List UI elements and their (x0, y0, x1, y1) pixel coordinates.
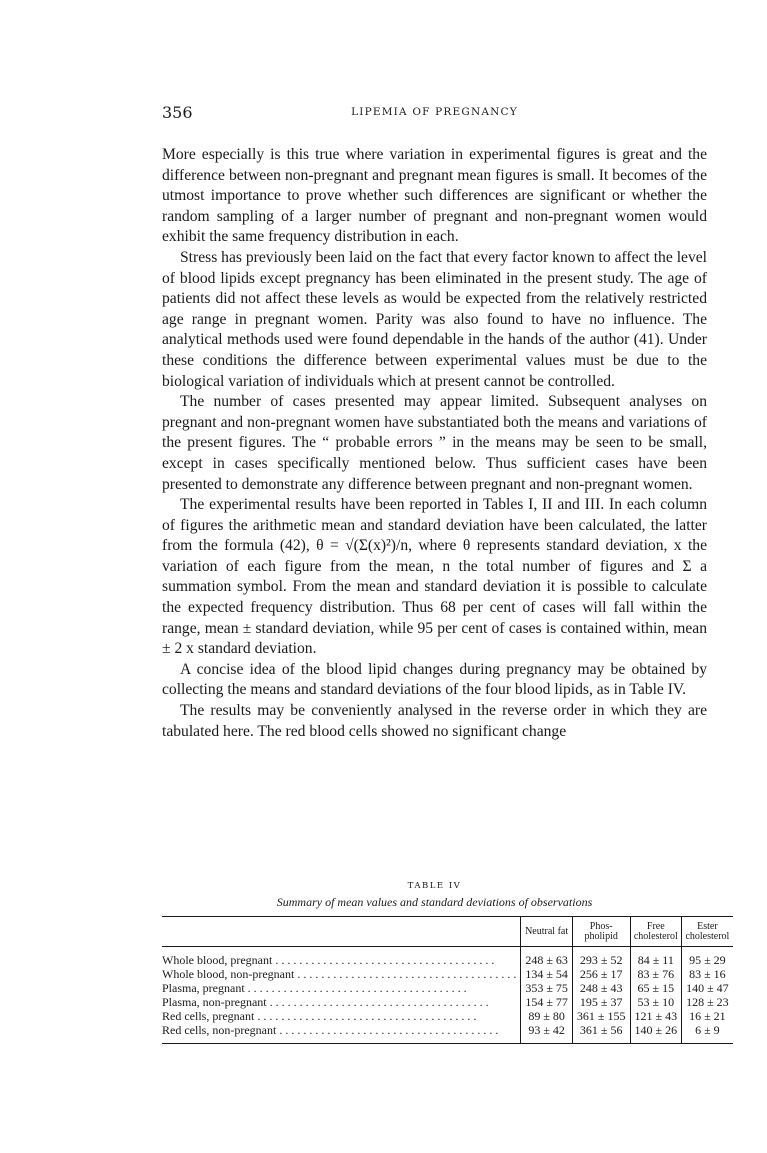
table-cell: 140 ± 47 (682, 981, 733, 995)
page-header (162, 103, 707, 123)
table-cell: 154 ± 77 (521, 995, 573, 1009)
row-label: Red cells, pregnant (162, 1009, 255, 1023)
column-header: Phos-pholipid (572, 917, 630, 947)
column-header: Neutral fat (521, 917, 573, 947)
paragraph: More especially is this true where variation in experimental figures is great and the difference between non-pregnant and pregnant mean figures is small. It becomes of the utmost importance to prove whether such differences are significant or whether the random sampling of a larger number of pregnant and non-pregnant women would exhibit the same frequency distribution in each. (162, 146, 707, 246)
table-cell: 95 ± 29 (682, 947, 733, 968)
paragraph: The number of cases presented may appear limited. Subsequent analyses on pregnant and non-pregnant women have substantiated both the means and variations of the present figures. The “ probable errors ” in the means may be seen to be small, except in cases specifically mentioned below. Thus sufficient cases have been presented to demonstrate any difference between pregnant and non-pregnant women. (162, 393, 707, 493)
body-text (162, 145, 707, 742)
running-head: LIPEMIA OF PREGNANCY (351, 106, 518, 118)
table-cell: 293 ± 52 (572, 947, 630, 968)
table-cell: 140 ± 26 (630, 1023, 682, 1044)
dot-leader (267, 995, 489, 1009)
dot-leader (276, 1023, 498, 1037)
row-label-header (162, 917, 521, 947)
table-label: TABLE IV (407, 881, 462, 891)
column-header: Ester cholesterol (682, 917, 733, 947)
table-row (162, 1023, 733, 1044)
table-row (162, 1009, 733, 1023)
row-label: Whole blood, non-pregnant (162, 967, 295, 981)
table-cell: 195 ± 37 (572, 995, 630, 1009)
table-cell: 128 ± 23 (682, 995, 733, 1009)
table-cell: 248 ± 43 (572, 981, 630, 995)
summary-table (162, 916, 733, 1044)
table-cell: 361 ± 56 (572, 1023, 630, 1044)
paragraph: The results may be conveniently analysed in the reverse order in which they are tabulated here. The red blood cells showed no significant change (162, 702, 707, 740)
paragraph: The experimental results have been reported in Tables I, II and III. In each column of figures the arithmetic mean and standard deviation have been calculated, the latter from the formula (42), θ = √(Σ(x)²)/n, where θ represents standard deviation, x the variation of each figure from the mean, n the total number of figures and Σ a summation symbol. From the mean and standard deviation it is possible to calculate the expected frequency distribution. Thus 68 per cent of cases will fall within the range, mean ± standard deviation, while 95 per cent of cases is contained within, mean ± 2 x standard deviation. (162, 496, 707, 658)
table-cell: 65 ± 15 (630, 981, 682, 995)
dot-leader (245, 981, 467, 995)
table-cell: 83 ± 16 (682, 967, 733, 981)
paragraph: Stress has previously been laid on the fact that every factor known to affect the level of blood lipids except pregnancy has been eliminated in the present study. The age of patients did not affect these levels as would be expected from the relatively restricted age range in pregnant women. Parity was also found to have no influence. The analytical methods used were found dependable in the hands of the author (41). Under these conditions the difference between experimental values must be due to the biological variation of individuals which at present cannot be controlled. (162, 248, 707, 390)
table-cell: 83 ± 76 (630, 967, 682, 981)
table-cell: 256 ± 17 (572, 967, 630, 981)
dot-leader (272, 953, 494, 967)
table-row (162, 995, 733, 1009)
table-cell: 16 ± 21 (682, 1009, 733, 1023)
row-label: Plasma, non-pregnant (162, 995, 267, 1009)
table-header-row (162, 917, 733, 947)
table-cell: 248 ± 63 (521, 947, 573, 968)
row-label: Plasma, pregnant (162, 981, 245, 995)
table-cell: 84 ± 11 (630, 947, 682, 968)
table-iv (162, 881, 730, 1044)
table-cell: 93 ± 42 (521, 1023, 573, 1044)
page-number: 356 (162, 103, 193, 122)
table-cell: 134 ± 54 (521, 967, 573, 981)
table-cell: 121 ± 43 (630, 1009, 682, 1023)
paragraph: A concise idea of the blood lipid changes during pregnancy may be obtained by collecting the means and standard deviations of the four blood lipids, as in Table IV. (162, 660, 707, 699)
dot-leader (254, 1009, 476, 1023)
table-row (162, 967, 733, 981)
table-cell: 353 ± 75 (521, 981, 573, 995)
row-label: Red cells, non-pregnant (162, 1023, 277, 1037)
table-caption: Summary of mean values and standard deviations of observations (276, 895, 593, 909)
table-cell: 53 ± 10 (630, 995, 682, 1009)
row-label: Whole blood, pregnant (162, 953, 273, 967)
table-cell: 361 ± 155 (572, 1009, 630, 1023)
column-header: Free cholesterol (630, 917, 682, 947)
dot-leader (294, 967, 516, 981)
table-row (162, 981, 733, 995)
table-row (162, 947, 733, 968)
table-cell: 89 ± 80 (521, 1009, 573, 1023)
table-cell: 6 ± 9 (682, 1023, 733, 1044)
